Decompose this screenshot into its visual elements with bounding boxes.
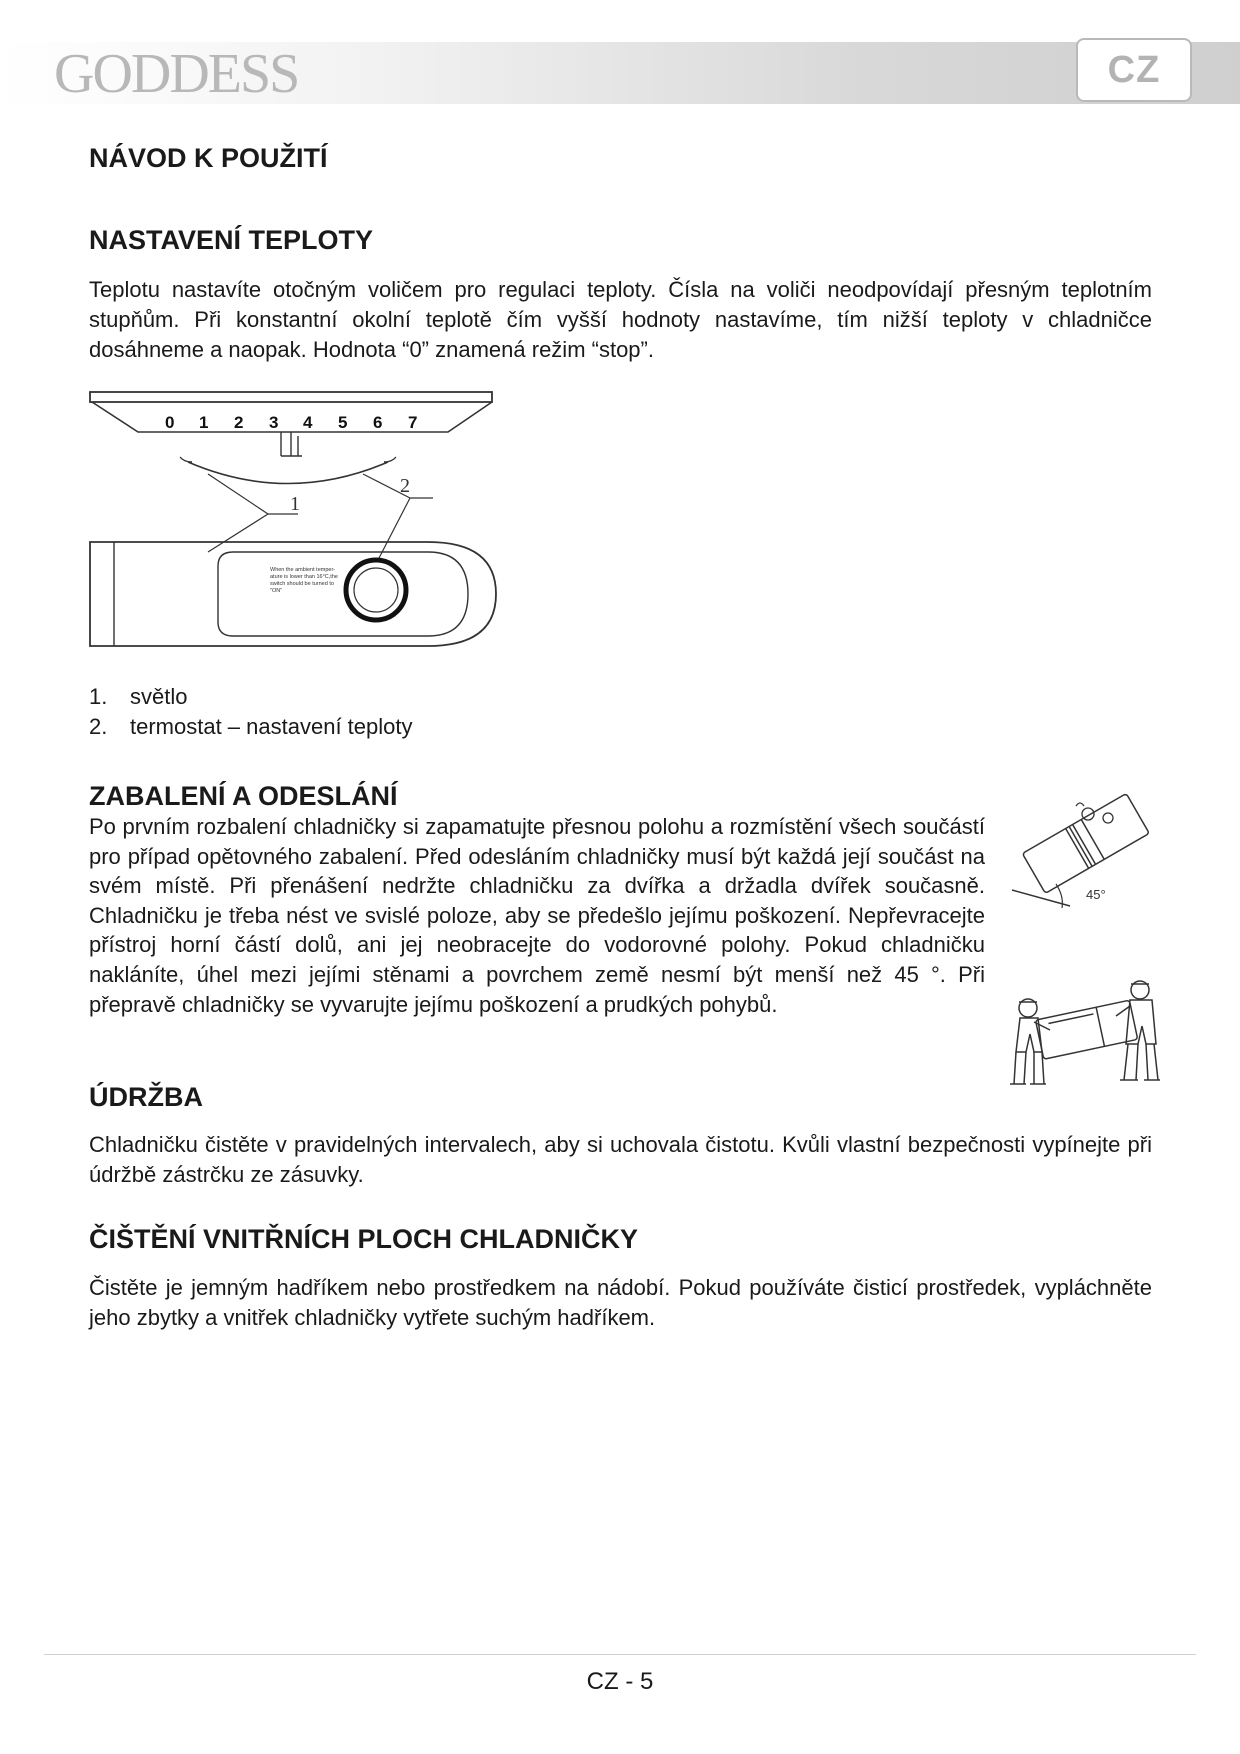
maintenance-paragraph: Chladničku čistěte v pravidelných intervalech, aby si uchovala čistotu. Kvůli vlastní bezpečnosti vypínejte při údržbě zástrčku ze zásuvky. xyxy=(89,1132,1152,1187)
legend-item: 2. termostat – nastavení teploty xyxy=(89,714,413,739)
cleaning-paragraph: Čistěte je jemným hadříkem nebo prostředkem na nádobí. Pokud používáte čisticí prostředek, vypláchněte jeho zbytky a vnitřek chladničky vytřete suchým hadříkem. xyxy=(89,1275,1152,1330)
section-heading-temperature: NASTAVENÍ TEPLOTY xyxy=(89,225,374,255)
callout-label-2: 2 xyxy=(400,475,410,497)
svg-text:switch should be turned to: switch should be turned to xyxy=(270,581,334,587)
dial-number-5: 5 xyxy=(338,413,348,432)
svg-text:When the ambient temper-: When the ambient temper- xyxy=(270,567,336,573)
packing-paragraph: Po prvním rozbalení chladničky si zapamatujte přesnou polohu a rozmístění všech součástí pro případ opětovného zabalení. Před odesláním chladničky musí být každá její součást na svém místě. Při přenášení nedržte chladničku za dvířka a držadla dvířek současně. Chladničku je třeba nést ve svislé poloze, aby se předešlo jejímu poškození. Nepřevracejte přístroj horní částí dolů, ani jej neobracejte do vodorovné polohy. Pokud chladničku nakláníte, úhel mezi jejími stěnami a povrchem země nesmí být menší než 45 °. Při přepravě chladničky se vyvarujte jejímu poškození a prudkých pohybů. xyxy=(89,814,985,1017)
section-heading-cleaning: ČIŠTĚNÍ VNITŘNÍCH PLOCH CHLADNIČKY xyxy=(89,1224,639,1254)
thermostat-diagram xyxy=(88,390,498,652)
section-heading-maintenance: ÚDRŽBA xyxy=(89,1082,203,1112)
thermostat-housing xyxy=(90,542,496,646)
carrying-fridge-illustration xyxy=(1010,972,1160,1092)
page-number: CZ - 5 xyxy=(586,1668,654,1695)
language-badge: CZ xyxy=(1076,38,1192,102)
callout-label-1: 1 xyxy=(290,493,300,515)
legend-item: 1. světlo xyxy=(89,684,188,709)
dial-number-6: 6 xyxy=(373,413,383,432)
dial-number-1: 1 xyxy=(199,413,209,432)
control-panel xyxy=(218,552,468,636)
dial-pointer xyxy=(281,432,302,456)
footer-divider xyxy=(44,1654,1196,1655)
dial-number-3: 3 xyxy=(269,413,279,432)
dial-number-7: 7 xyxy=(408,413,418,432)
diagram-legend xyxy=(89,682,413,742)
page-title: NÁVOD K POUŽITÍ xyxy=(89,143,328,173)
svg-text:"ON": "ON" xyxy=(270,588,283,594)
brand-logo xyxy=(54,34,354,116)
temperature-paragraph: Teplotu nastavíte otočným voličem pro regulaci teploty. Čísla na voliči neodpovídají přesným teplotním stupňům. Při konstantní okolní teplotě čím vyšší hodnoty nastavíme, tím nižší teploty v chladničce dosáhneme a naopak. Hodnota “0” znamená režim “stop”. xyxy=(89,277,1152,362)
dial-number-4: 4 xyxy=(303,413,313,432)
svg-text:ature is lower than 16°C,the: ature is lower than 16°C,the xyxy=(270,574,338,580)
ceiling-bar xyxy=(90,392,492,402)
panel-note xyxy=(270,567,338,594)
section-heading-packing: ZABALENÍ A ODESLÁNÍ xyxy=(89,781,398,811)
dial-housing xyxy=(92,402,492,432)
brand-logo-text: GODDESS xyxy=(54,43,299,105)
dial-number-0: 0 xyxy=(165,413,175,432)
angle-label: 45° xyxy=(1086,887,1106,902)
thermostat-knob xyxy=(346,560,406,620)
dial-number-2: 2 xyxy=(234,413,244,432)
tilted-fridge-illustration xyxy=(1010,792,1160,912)
